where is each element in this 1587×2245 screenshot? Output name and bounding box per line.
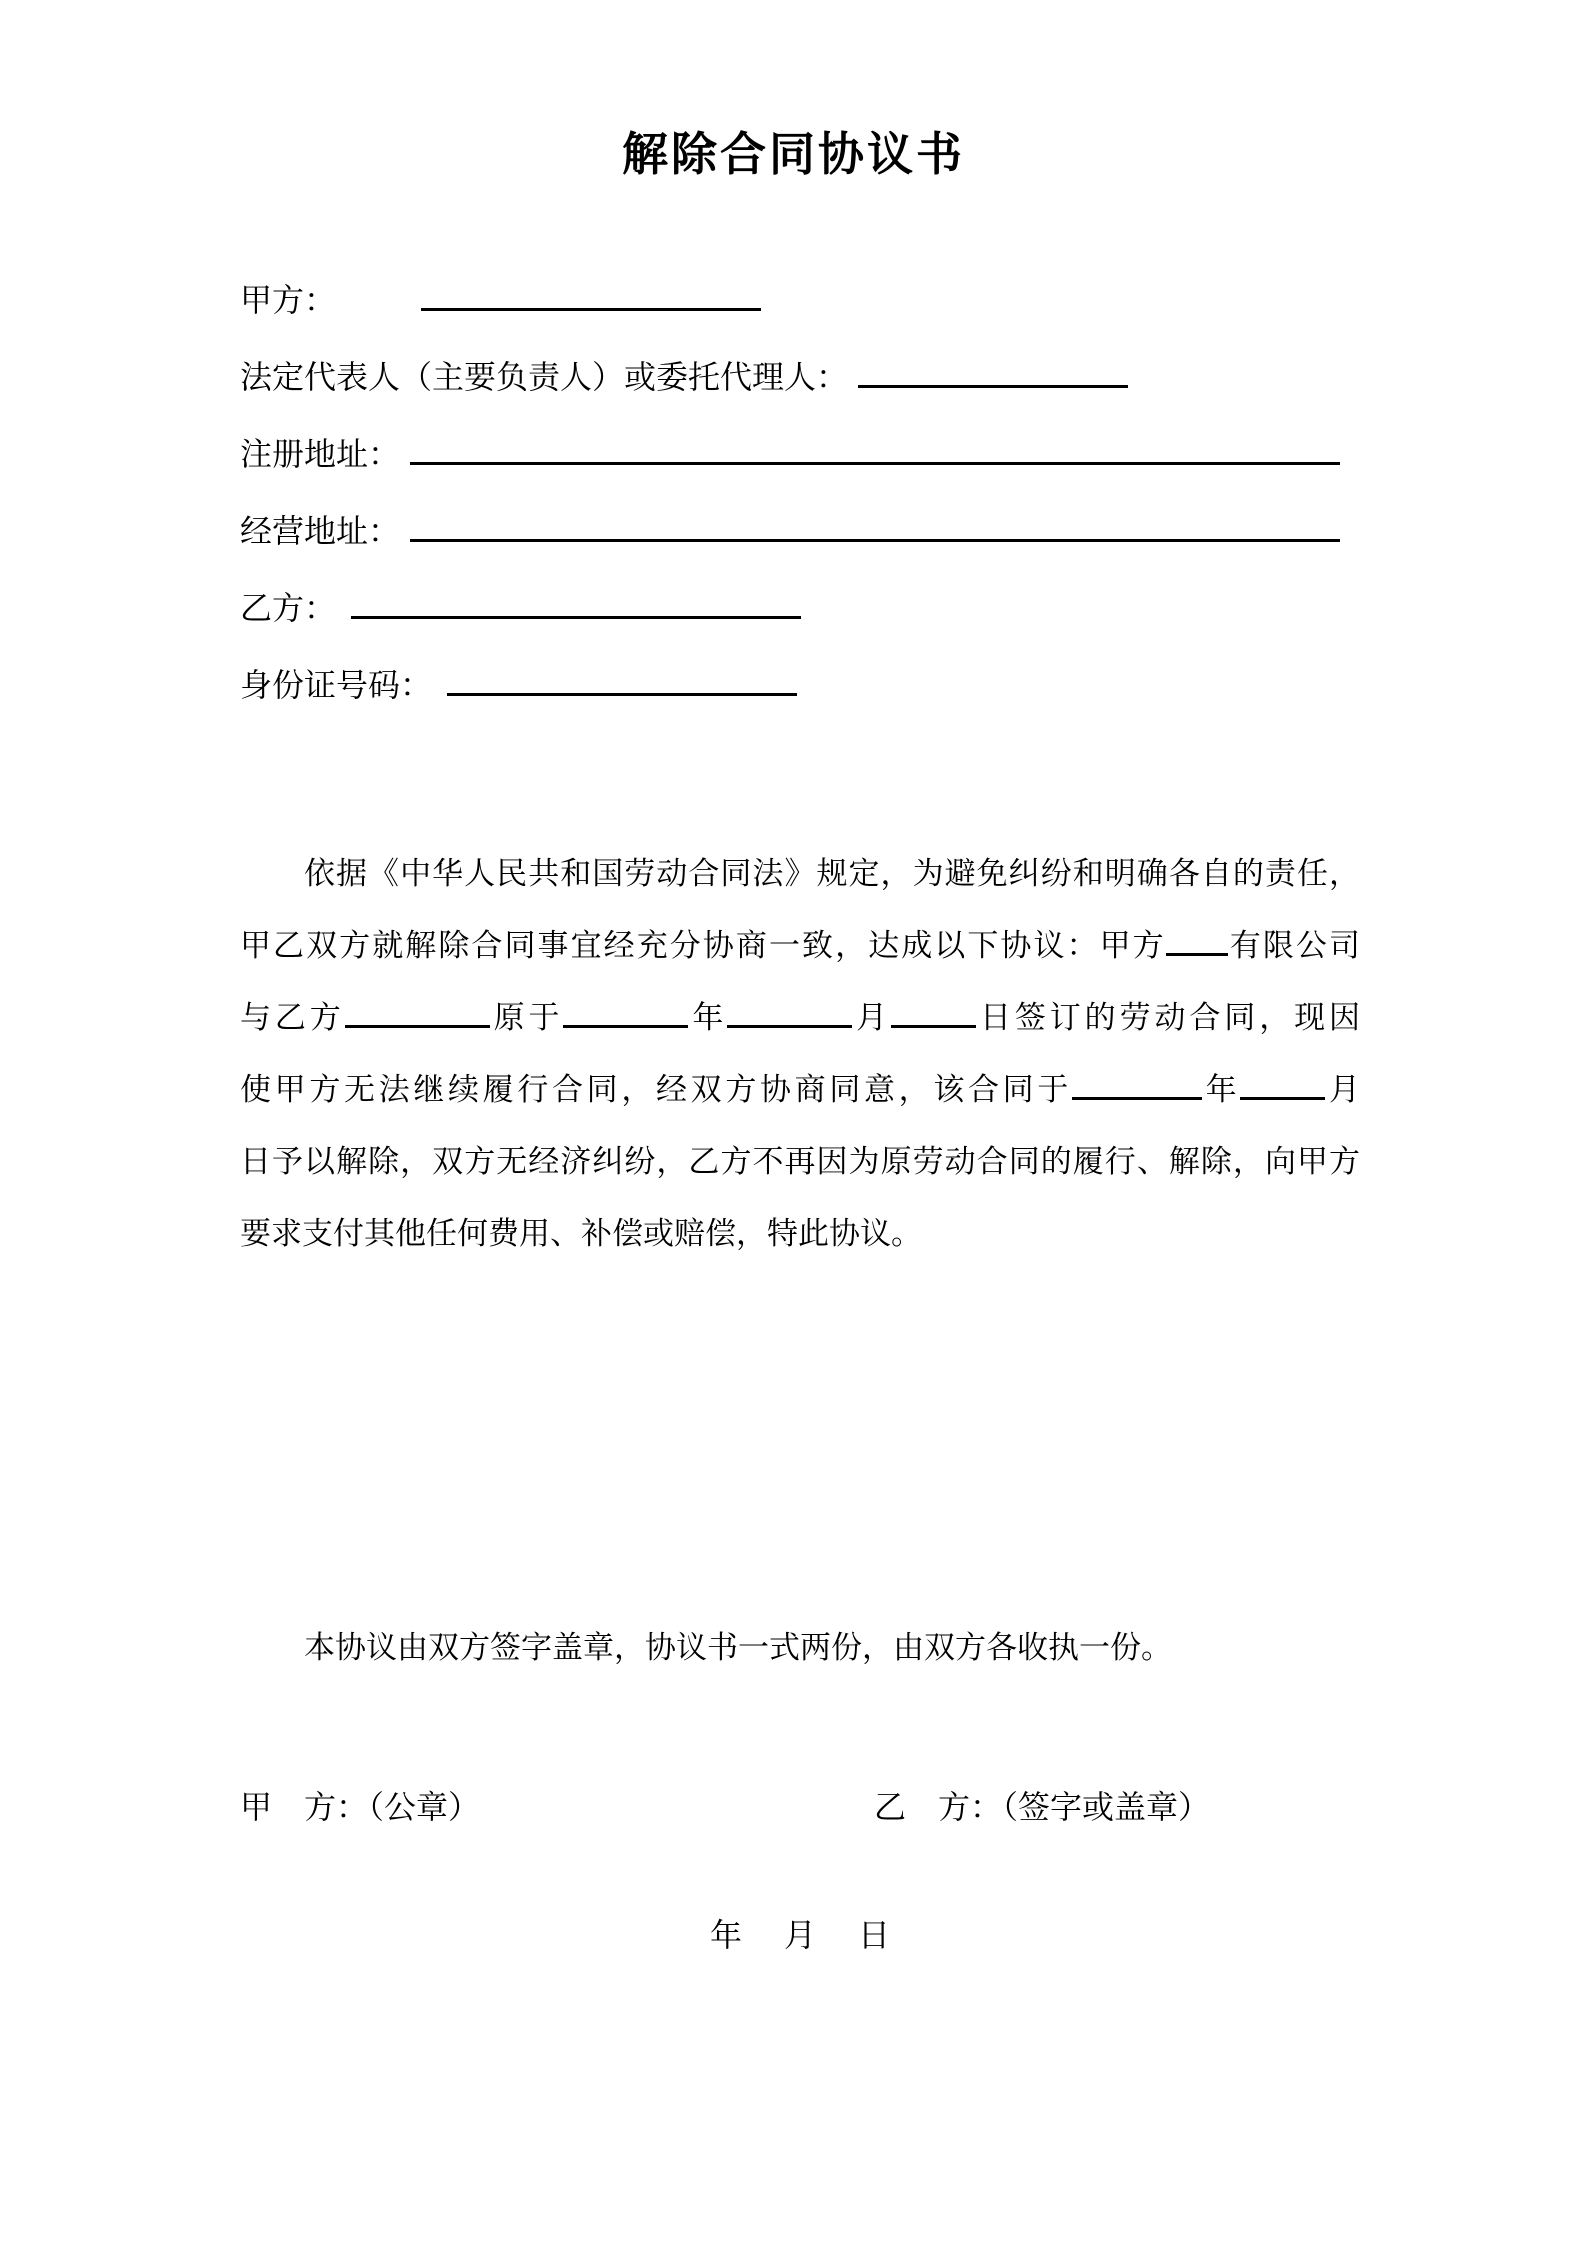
field-label: 注册地址：	[240, 436, 401, 472]
paragraph-line	[240, 910, 1360, 982]
party-a-signature-label: 甲 方：（公章）	[240, 1789, 481, 1825]
fill-in-blank	[345, 997, 490, 1028]
signature-row	[0, 1782, 1587, 1832]
date-part-label: 月	[784, 1917, 817, 1953]
field-row	[240, 493, 1407, 570]
body-paragraph	[240, 838, 1360, 1270]
paragraph-text: 甲乙双方就解除合同事宜经充分协商一致，达成以下协议：甲方	[240, 928, 1166, 963]
date-line	[710, 1910, 890, 1960]
paragraph-line	[240, 1054, 1360, 1126]
paragraph-line	[240, 1198, 1360, 1270]
field-row	[240, 339, 1407, 416]
field-row	[240, 647, 1407, 724]
paragraph-text: 要求支付其他任何费用、补偿或赔偿，特此协议。	[240, 1216, 922, 1251]
paragraph-line	[240, 982, 1360, 1054]
paragraph-text: 有限公司	[1227, 928, 1360, 963]
paragraph-line	[240, 838, 1360, 910]
paragraph-text: 年	[688, 1000, 728, 1035]
paragraph-text: 使甲方无法继续履行合同，经双方协商同意，该合同于	[240, 1072, 1072, 1107]
paragraph-text: 依据《中华人民共和国劳动合同法》规定，为避免纠纷和明确各自的责任，	[304, 856, 1360, 891]
field-blank-line	[410, 426, 1340, 465]
field-blank-line	[421, 272, 761, 311]
field-label: 甲方：	[240, 282, 337, 318]
field-blank-line	[410, 503, 1340, 542]
field-row	[240, 262, 1407, 339]
field-row	[240, 570, 1407, 647]
date-part-label: 年	[710, 1917, 743, 1953]
paragraph-text: 原于	[489, 1000, 564, 1035]
fill-in-blank	[891, 997, 976, 1028]
fill-in-blank	[727, 997, 852, 1028]
paragraph-text: 日予以解除，双方无经济纠纷，乙方不再因为原劳动合同的履行、解除，向甲方	[240, 1144, 1360, 1179]
paragraph-text: 日签订的劳动合同，现因	[976, 1000, 1361, 1035]
party-b-signature-label: 乙 方：（签字或盖章）	[874, 1789, 1211, 1825]
field-blank-line	[447, 657, 797, 696]
date-part-label: 日	[858, 1917, 891, 1953]
fill-in-blank	[1240, 1069, 1325, 1100]
paragraph-line	[240, 1126, 1360, 1198]
field-label: 身份证号码：	[240, 667, 433, 703]
field-blank-line	[351, 580, 801, 619]
fill-in-blank	[1072, 1069, 1202, 1100]
document-title: 解除合同协议书	[622, 129, 965, 180]
paragraph-text: 年	[1202, 1072, 1241, 1107]
paragraph-text: 月	[1325, 1072, 1361, 1107]
fill-in-blank	[563, 997, 688, 1028]
field-label: 法定代表人（主要负责人）或委托代理人：	[240, 359, 849, 395]
header-fields-section	[240, 262, 1407, 724]
field-blank-line	[858, 349, 1128, 388]
paragraph-text: 月	[852, 1000, 892, 1035]
paragraph-text: 与乙方	[240, 1000, 345, 1035]
closing-sentence: 本协议由双方签字盖章，协议书一式两份，由双方各收执一份。	[304, 1630, 1172, 1665]
fill-in-blank	[1166, 925, 1228, 956]
field-label: 经营地址：	[240, 513, 401, 549]
field-row	[240, 416, 1407, 493]
field-label: 乙方：	[240, 590, 337, 626]
